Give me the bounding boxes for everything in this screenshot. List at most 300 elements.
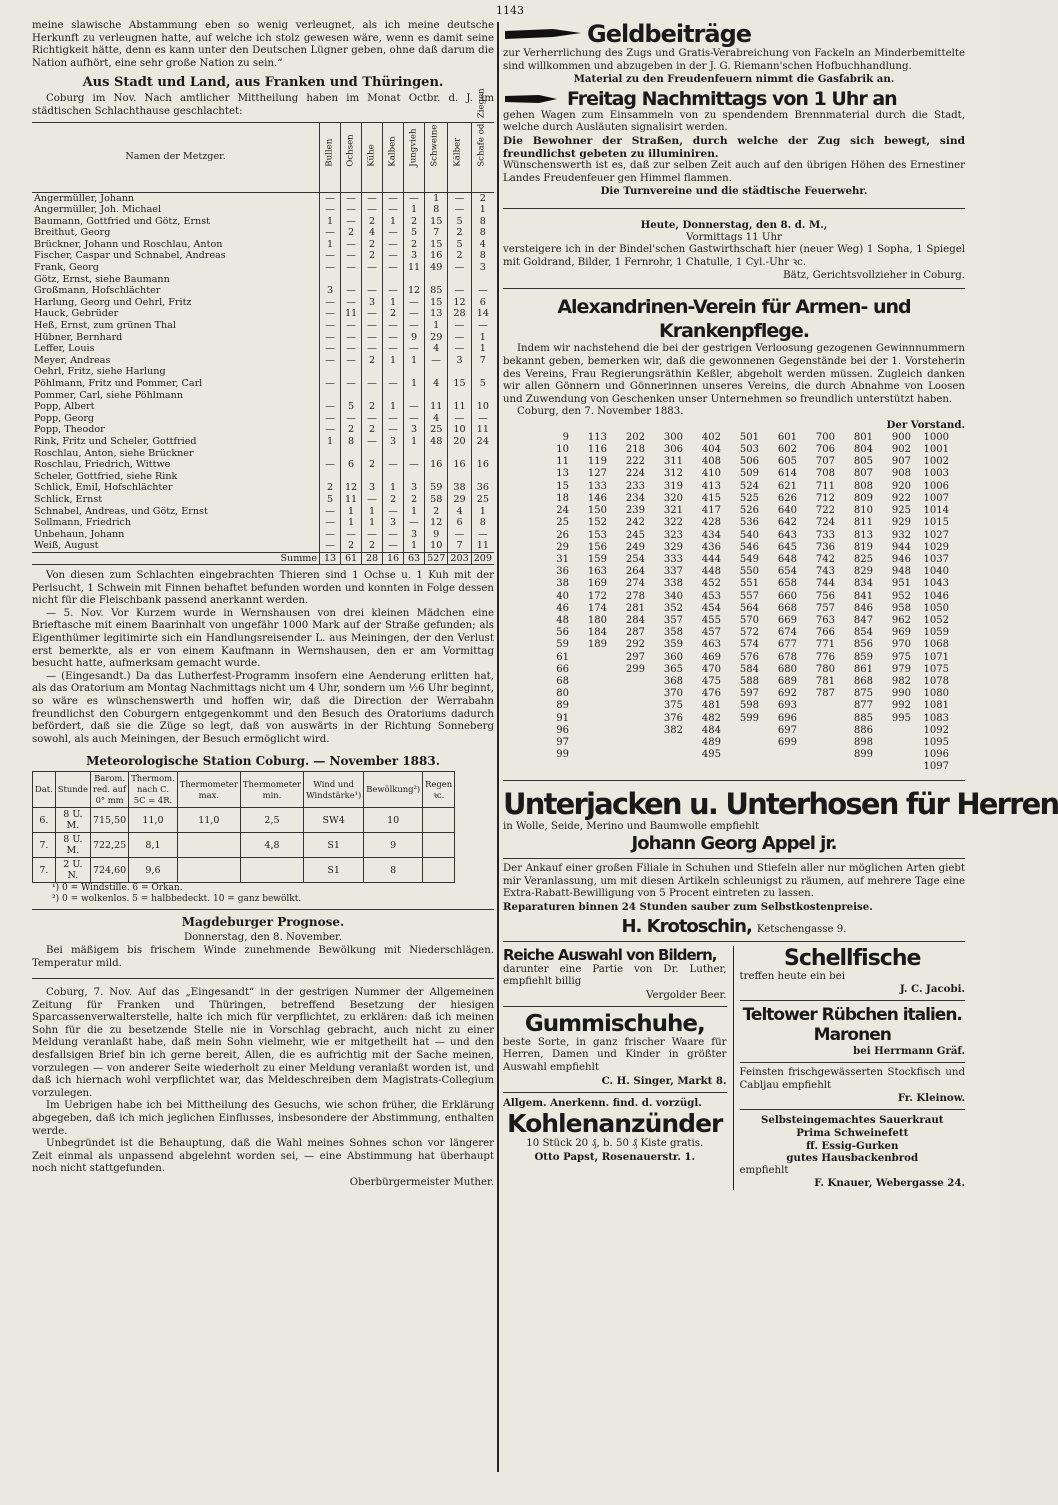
lottery-number: 254 <box>625 553 645 565</box>
table-row <box>533 591 951 603</box>
lottery-number <box>571 688 609 700</box>
lottery-number: 692 <box>777 688 797 700</box>
lottery-number: 886 <box>853 724 873 736</box>
butcher-cell <box>404 447 425 459</box>
table-row <box>533 566 951 578</box>
table-row <box>32 471 494 483</box>
butcher-name: Scheler, Gottfried, siehe Rink <box>34 470 178 482</box>
butcher-cell: 1 <box>383 401 404 413</box>
gummi-text: beste Sorte, in ganz frischer Waare für Herren, Damen und Kinder in größter Auswahl empfiehlt <box>503 1036 727 1073</box>
lottery-number: 89 <box>556 700 569 712</box>
lottery-number: 300 <box>663 431 683 443</box>
para-luther: — (Eingesandt.) Da das Lutherfest-Programm insofern eine Aenderung erlitten hat, als das Oratorium am Montag Nachmittags nicht um 4 Uhr, sondern um ½6 Uhr beginnt, so wäre es wünschenswerth und hoffen wir, daß die Direction der Werrabahn freundlichst den Coburgern entgegenkommt und den Besuch des Oratoriums dadurch befördert, daß sie die Züge so legt, daß von auswärts in der Richtung Sonneberg sowohl, als auch Meiningen, der Besuch ermöglicht wird. <box>32 670 494 745</box>
butcher-cell: 20 <box>448 436 471 448</box>
lottery-number: 614 <box>777 468 797 480</box>
lottery-number: 699 <box>777 736 797 748</box>
butcher-cell: 2 <box>362 401 383 413</box>
lottery-number: 550 <box>739 566 759 578</box>
butcher-cell: — <box>320 540 341 552</box>
lottery-number: 476 <box>701 688 721 700</box>
lottery-number: 99 <box>556 749 569 761</box>
freitag-text: gehen Wagen zum Einsammeln von zu spendendem Brennmaterial durch die Stadt, welche durch Ausläuten signalisirt werden. <box>503 109 965 134</box>
lottery-number: 952 <box>891 590 911 602</box>
butcher-cell: 1 <box>362 505 383 517</box>
lottery-number: 38 <box>556 578 569 590</box>
lottery-number: 536 <box>739 517 759 529</box>
lottery-number <box>609 713 647 725</box>
butcher-name: Rink, Fritz und Scheler, Gottfried <box>34 435 197 447</box>
lottery-number: 811 <box>853 517 873 529</box>
divider-rule <box>503 1006 727 1007</box>
krotoschin-name: H. Krotoschin, <box>621 915 752 937</box>
lottery-number <box>723 725 761 737</box>
butcher-cell: 8 <box>471 216 494 228</box>
lottery-number: 640 <box>777 505 797 517</box>
table-row <box>32 355 494 367</box>
butcher-cell <box>425 447 448 459</box>
lottery-number: 299 <box>625 663 645 675</box>
lottery-number: 333 <box>663 553 683 565</box>
table-row <box>32 216 494 228</box>
butcher-cell <box>425 471 448 483</box>
lottery-number: 29 <box>556 541 569 553</box>
met-col-header: Barom. red. auf 0° mm <box>90 772 128 808</box>
sum-cell: 203 <box>448 552 471 564</box>
butcher-name: Baumann, Gottfried und Götz, Ernst <box>34 215 210 227</box>
lottery-number: 525 <box>739 492 759 504</box>
butcher-cell: — <box>341 378 362 390</box>
table-row <box>533 493 951 505</box>
lottery-number: 150 <box>587 505 607 517</box>
letter-paragraph-3: Unbegründet ist die Behauptung, daß die Wahl meines Sohnes schon vor längerer Zeit einmal als unpassend abgelehnt worden sei, — eine Abstimmung hat überhaupt noch nicht stattgefunden. <box>32 1138 494 1175</box>
lottery-number: 958 <box>891 602 911 614</box>
butcher-cell: 5 <box>404 227 425 239</box>
table-row <box>533 505 951 517</box>
table-row <box>32 494 494 506</box>
lottery-number: 1046 <box>923 590 949 602</box>
ads-divider <box>733 946 734 1191</box>
lottery-number <box>647 737 685 749</box>
butcher-cell: — <box>320 413 341 425</box>
section-title: Aus Stadt und Land, aus Franken und Thüringen. <box>82 75 444 91</box>
met-cell: 7. <box>33 858 56 883</box>
sum-cell: 28 <box>362 552 383 564</box>
table-row <box>32 401 494 413</box>
butcher-cell: — <box>448 343 471 355</box>
lottery-number: 365 <box>663 663 683 675</box>
met-cell <box>423 858 455 883</box>
met-col-header: Bewölkung²) <box>364 772 423 808</box>
butcher-cell: 3 <box>471 262 494 274</box>
lottery-number: 549 <box>739 553 759 565</box>
butcher-cell: 3 <box>404 529 425 541</box>
butcher-cell <box>341 447 362 459</box>
butcher-name: Großmann, Hofschlächter <box>34 285 161 297</box>
pointing-hand-icon <box>503 23 583 45</box>
butcher-cell: — <box>320 308 341 320</box>
lottery-number: 36 <box>556 566 569 578</box>
lottery-number: 724 <box>815 517 835 529</box>
butcher-cell: 2 <box>362 250 383 262</box>
table-row <box>32 447 494 459</box>
lottery-number <box>799 713 837 725</box>
butcher-cell: 11 <box>341 494 362 506</box>
divider-rule <box>32 978 494 979</box>
lottery-number: 689 <box>777 675 797 687</box>
lottery-number: 584 <box>739 663 759 675</box>
butcher-cell: 4 <box>471 239 494 251</box>
butcher-name: Popp, Albert <box>34 401 95 413</box>
butcher-cell: 11 <box>425 401 448 413</box>
butcher-name: Götz, Ernst, siehe Baumann <box>34 273 170 285</box>
butcher-cell: — <box>362 192 383 204</box>
lottery-number: 780 <box>815 663 835 675</box>
lottery-number: 10 <box>556 444 569 456</box>
butcher-cell: 3 <box>383 517 404 529</box>
met-col-header: Thermometer max. <box>177 772 240 808</box>
butcher-cell <box>341 389 362 401</box>
lottery-number: 368 <box>663 675 683 687</box>
butcher-cell: — <box>362 262 383 274</box>
lottery-number: 358 <box>663 627 683 639</box>
teltow-title: Teltower Rübchen italien. Maronen <box>742 1005 962 1046</box>
butcher-cell: — <box>383 459 404 471</box>
lottery-number: 410 <box>701 468 721 480</box>
table-row <box>32 192 494 204</box>
geld-ad <box>503 20 965 48</box>
butcher-name: Frank, Georg <box>34 262 99 274</box>
butcher-cell: 2 <box>320 482 341 494</box>
lottery-number <box>723 737 761 749</box>
butcher-cell <box>471 366 494 378</box>
lottery-number <box>571 713 609 725</box>
lottery-number: 995 <box>891 712 911 724</box>
butcher-cell: — <box>471 413 494 425</box>
lottery-number: 234 <box>625 492 645 504</box>
butcher-name: Hübner, Bernhard <box>34 331 123 343</box>
butcher-cell: — <box>383 285 404 297</box>
butcher-cell: 4 <box>362 227 383 239</box>
butcher-col-header: Schweine <box>425 122 448 192</box>
butcher-cell: — <box>404 343 425 355</box>
lottery-number: 1068 <box>923 639 949 651</box>
butcher-cell: 6 <box>471 297 494 309</box>
table-row <box>533 554 951 566</box>
lottery-number <box>609 737 647 749</box>
lottery-number: 218 <box>625 444 645 456</box>
unter-text: in Wolle, Seide, Merino und Baumwolle empfiehlt <box>503 820 760 832</box>
butcher-cell: 2 <box>471 192 494 204</box>
intro-paragraph: meine slawische Abstammung eben so wenig verleugnet, als ich meine deutsche Herkunft zu verleugnen hatte, auf welche ich stolz gewesen wäre, wenn es damit seine Richtigkeit hätte, denn es kann unter den Deutschen Lügner geben, ohne daß darum die Nation aufhört, eine sehr große Nation zu sein.“ <box>32 20 494 69</box>
schell-title: Schellfische <box>784 945 921 971</box>
table-row <box>32 239 494 251</box>
butcher-cell: — <box>341 192 362 204</box>
lottery-number: 920 <box>891 480 911 492</box>
lottery-number: 413 <box>701 480 721 492</box>
butcher-cell <box>448 389 471 401</box>
lottery-number: 807 <box>853 468 873 480</box>
divider-rule <box>740 1000 966 1001</box>
butcher-cell: 1 <box>404 505 425 517</box>
met-cell <box>177 858 240 883</box>
ads-grid <box>503 946 965 1191</box>
lottery-number: 281 <box>625 602 645 614</box>
butcher-cell: 3 <box>404 424 425 436</box>
alex-title: Alexandrinen-Verein für Armen- und Krankenpflege. <box>557 296 911 343</box>
butcher-cell: — <box>320 505 341 517</box>
krotoschin-repair: Reparaturen binnen 24 Stunden sauber zum Selbstkostenpreise. <box>503 900 873 913</box>
butcher-cell: 13 <box>425 308 448 320</box>
butcher-cell: — <box>471 320 494 332</box>
table-row <box>32 204 494 216</box>
butcher-cell: 25 <box>425 424 448 436</box>
lottery-number <box>799 737 837 749</box>
butcher-cell <box>471 389 494 401</box>
butcher-cell <box>320 389 341 401</box>
butcher-cell: 3 <box>362 482 383 494</box>
met-cell: 4,8 <box>240 833 303 858</box>
auction-sign: Bätz, Gerichtsvollzieher in Coburg. <box>783 270 965 282</box>
gummi-title: Gummischuhe, <box>524 1010 705 1037</box>
lottery-number: 801 <box>853 431 873 443</box>
lottery-number: 992 <box>891 700 911 712</box>
turnverein-sign: Die Turnvereine und die städtische Feuerwehr. <box>600 185 868 198</box>
met-footnote-1: ¹) 0 = Windstille. 6 = Orkan. <box>52 883 183 894</box>
butcher-cell: 2 <box>425 505 448 517</box>
butcher-cell: 15 <box>425 297 448 309</box>
krotoschin-text: Der Ankauf einer großen Filiale in Schuhen und Stiefeln aller nur möglichen Arten giebt mir Veranlassung, um mit diesen Artikeln schleunigst zu räumen, auf mehrere Tage eine Extra-Rabatt-Bewilligung von 5 Procent eintreten zu lassen. <box>503 863 965 900</box>
material-text: Material zu den Freudenfeuern nimmt die Gasfabrik an. <box>573 73 895 86</box>
auction-text: versteigere ich in der Bindel'schen Gastwirthschaft hier (neuer Weg) 1 Sopha, 1 Spiegel mit Goldrand, Bilder, 1 Fernrohr, 1 Chatulle, 1 Cyl.-Uhr ꝛc. <box>503 244 965 268</box>
divider-rule <box>503 288 965 289</box>
lottery-number: 526 <box>739 505 759 517</box>
met-col-header: Stunde <box>55 772 90 808</box>
auction-time: Vormittags 11 Uhr <box>686 231 782 243</box>
lottery-number: 642 <box>777 517 797 529</box>
lottery-number: 962 <box>891 614 911 626</box>
sum-row <box>32 552 494 564</box>
lottery-number: 18 <box>556 492 569 504</box>
stock-sign: Fr. Kleinow. <box>897 1092 965 1105</box>
table-row <box>32 320 494 332</box>
lottery-number: 948 <box>891 566 911 578</box>
met-col-header: Regen ꝛc. <box>423 772 455 808</box>
butcher-cell: — <box>383 262 404 274</box>
lottery-number: 626 <box>777 492 797 504</box>
lottery-number <box>571 737 609 749</box>
lottery-number: 856 <box>853 639 873 651</box>
lottery-number: 402 <box>701 431 721 443</box>
butcher-cell: — <box>404 297 425 309</box>
lottery-number: 902 <box>891 444 911 456</box>
lottery-number: 340 <box>663 590 683 602</box>
lottery-number: 475 <box>701 675 721 687</box>
lottery-number: 598 <box>739 700 759 712</box>
lottery-number <box>761 749 799 761</box>
right-column <box>503 20 1058 1190</box>
table-row <box>32 297 494 309</box>
met-cell: 8 U. M. <box>55 833 90 858</box>
lottery-number: 1078 <box>923 675 949 687</box>
lottery-number: 233 <box>625 480 645 492</box>
divider-rule <box>740 1062 966 1063</box>
lottery-number: 712 <box>815 492 835 504</box>
table-row <box>33 808 455 833</box>
butcher-cell: 15 <box>448 378 471 390</box>
lottery-number: 434 <box>701 529 721 541</box>
table-row <box>533 468 951 480</box>
butcher-cell: — <box>341 529 362 541</box>
lottery-number: 452 <box>701 578 721 590</box>
lottery-number: 1050 <box>923 602 949 614</box>
butcher-cell: — <box>404 413 425 425</box>
lottery-number: 574 <box>739 639 759 651</box>
butcher-cell <box>320 471 341 483</box>
lottery-number: 470 <box>701 663 721 675</box>
met-cell: 2 U. N. <box>55 858 90 883</box>
table-row <box>32 274 494 286</box>
butcher-cell: 2 <box>362 459 383 471</box>
lottery-number: 31 <box>556 553 569 565</box>
lottery-number: 601 <box>777 431 797 443</box>
lottery-number: 588 <box>739 675 759 687</box>
lottery-number: 46 <box>556 602 569 614</box>
butcher-cell: 12 <box>404 285 425 297</box>
unter-title: Unterjacken u. Unterhosen für Herren <box>503 786 1058 821</box>
lottery-number: 621 <box>777 480 797 492</box>
butcher-cell: 5 <box>448 216 471 228</box>
butcher-cell: — <box>448 262 471 274</box>
lottery-number <box>799 725 837 737</box>
table-row <box>32 389 494 401</box>
lottery-number <box>571 664 609 676</box>
met-cell: 11,0 <box>177 808 240 833</box>
butcher-cell: 6 <box>448 517 471 529</box>
table-row <box>32 424 494 436</box>
butcher-cell: — <box>320 424 341 436</box>
schell-text: treffen heute ein bei <box>739 970 845 982</box>
butcher-cell <box>362 389 383 401</box>
butcher-cell: 10 <box>471 401 494 413</box>
lottery-number: 990 <box>891 688 911 700</box>
lottery-number: 776 <box>815 651 835 663</box>
table-row <box>533 578 951 590</box>
butcher-name: Schlick, Emil, Hofschlächter <box>34 482 173 494</box>
butcher-cell <box>320 274 341 286</box>
lottery-number: 922 <box>891 492 911 504</box>
table-row <box>533 725 951 737</box>
left-column <box>32 20 494 1189</box>
butcher-cell: — <box>341 320 362 332</box>
met-cell: 722,25 <box>90 833 128 858</box>
butcher-cell: — <box>448 413 471 425</box>
butcher-cell: — <box>320 343 341 355</box>
sum-cell: 209 <box>471 552 494 564</box>
butcher-cell: 2 <box>404 494 425 506</box>
butcher-cell: 12 <box>425 517 448 529</box>
butcher-cell: 3 <box>383 436 404 448</box>
butcher-cell: 8 <box>425 204 448 216</box>
butcher-name: Popp, Theodor <box>34 424 105 436</box>
lottery-number <box>723 749 761 761</box>
lottery-number: 825 <box>853 553 873 565</box>
lottery-number: 707 <box>815 456 835 468</box>
butcher-cell <box>362 471 383 483</box>
butcher-cell: 2 <box>362 239 383 251</box>
sauer-item-4: gutes Hausbackenbrod <box>786 1152 919 1165</box>
lottery-number: 1092 <box>923 724 949 736</box>
lottery-number: 1001 <box>923 444 949 456</box>
lottery-number: 159 <box>587 553 607 565</box>
butcher-cell: 5 <box>341 401 362 413</box>
table-row <box>533 432 951 444</box>
butcher-cell: 15 <box>425 216 448 228</box>
butcher-cell: 7 <box>471 355 494 367</box>
table-row <box>33 833 455 858</box>
lottery-number: 1043 <box>923 578 949 590</box>
lottery-number: 711 <box>815 480 835 492</box>
butcher-name: Fischer, Caspar und Schnabel, Andreas <box>34 250 226 262</box>
butcher-cell: — <box>362 308 383 320</box>
table-row <box>32 529 494 541</box>
lottery-number <box>571 749 609 761</box>
lottery-number: 404 <box>701 444 721 456</box>
ads-right <box>740 946 966 1191</box>
lottery-number: 278 <box>625 590 645 602</box>
lottery-number: 184 <box>587 627 607 639</box>
butcher-cell <box>383 389 404 401</box>
lottery-number: 382 <box>663 724 683 736</box>
lottery-number: 503 <box>739 444 759 456</box>
butcher-cell: 85 <box>425 285 448 297</box>
lottery-number: 444 <box>701 553 721 565</box>
lottery-number: 292 <box>625 639 645 651</box>
lottery-number: 249 <box>625 541 645 553</box>
unter-sign: Johann Georg Appel jr. <box>631 833 837 855</box>
butcher-cell: — <box>383 250 404 262</box>
lottery-number: 25 <box>556 517 569 529</box>
table-row <box>533 761 951 773</box>
lottery-number: 417 <box>701 505 721 517</box>
lottery-number: 80 <box>556 688 569 700</box>
butcher-cell: 48 <box>425 436 448 448</box>
butcher-cell: 14 <box>471 308 494 320</box>
lottery-number: 540 <box>739 529 759 541</box>
divider-rule <box>503 208 965 209</box>
letter-paragraph-2: Im Uebrigen habe ich bei Mittheilung des Gesuchs, wie schon früher, die Erklärung abgegeben, daß ich mich jeglichen Einflusses, insbesondere der Abstimmung, enthalten werde. <box>32 1100 494 1137</box>
lottery-number: 119 <box>587 456 607 468</box>
lottery-number: 287 <box>625 627 645 639</box>
lottery-number: 133 <box>587 480 607 492</box>
butcher-name: Unbehaun, Johann <box>34 528 125 540</box>
butcher-cell: 12 <box>341 482 362 494</box>
table-row <box>533 542 951 554</box>
lottery-number: 932 <box>891 529 911 541</box>
lottery-number: 97 <box>556 736 569 748</box>
sum-cell: 13 <box>320 552 341 564</box>
lottery-number: 242 <box>625 517 645 529</box>
butcher-cell: 3 <box>448 355 471 367</box>
met-cell: 715,50 <box>90 808 128 833</box>
butcher-cell: 1 <box>320 239 341 251</box>
lottery-number: 1081 <box>923 700 949 712</box>
lottery-number: 722 <box>815 505 835 517</box>
table-row <box>533 652 951 664</box>
lottery-number: 202 <box>625 431 645 443</box>
sum-cell: 16 <box>383 552 404 564</box>
butcher-cell <box>425 274 448 286</box>
butcher-cell: 4 <box>425 413 448 425</box>
